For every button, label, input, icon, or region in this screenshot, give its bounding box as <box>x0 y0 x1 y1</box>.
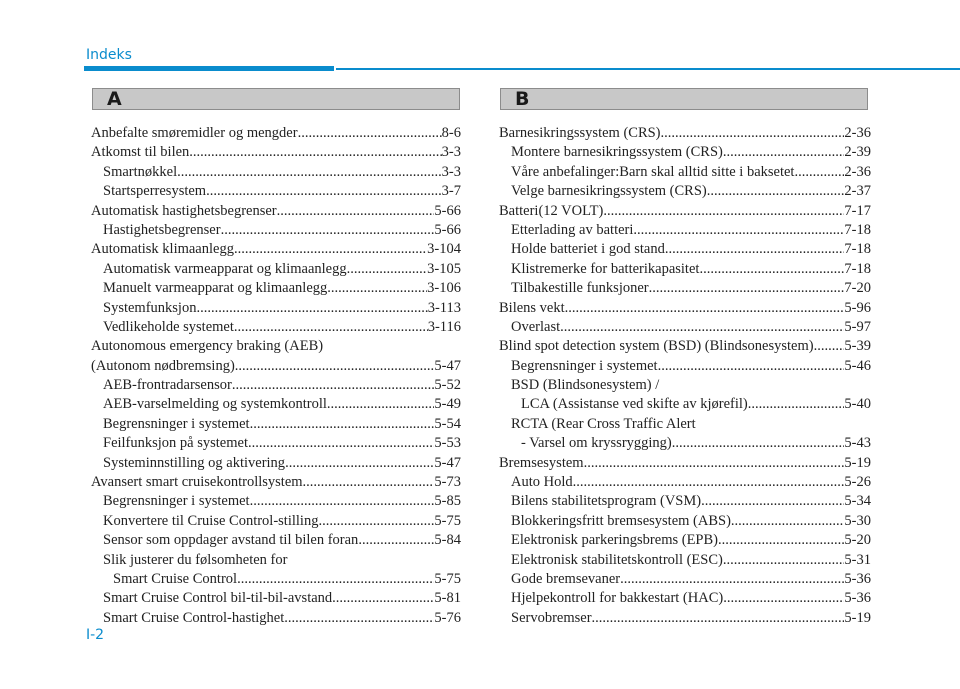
index-subentry: Elektronisk stabilitetskontroll (ESC) ..... 5-31 <box>499 551 871 570</box>
index-header-title: Indeks <box>86 47 132 63</box>
index-subentry: Smartnøkkel ..... 3-3 <box>91 163 461 182</box>
header-rule-thick <box>84 66 334 71</box>
index-subentry: Begrensninger i systemet ..... 5-54 <box>91 415 461 434</box>
index-subentry: Våre anbefalinger:Barn skal alltid sitte i baksetet ..... 2-36 <box>499 163 871 182</box>
index-subentry: Smart Cruise Control ..... 5-75 <box>91 570 461 589</box>
index-subentry: Elektronisk parkeringsbrems (EPB) ..... 5-20 <box>499 531 871 550</box>
index-subentry: Manuelt varmeapparat og klimaanlegg ..... 3-106 <box>91 279 461 298</box>
index-subentry: Blokkeringsfritt bremsesystem (ABS) ..... 5-30 <box>499 512 871 531</box>
index-entry: Blind spot detection system (BSD) (Blindsonesystem) ..... 5-39 <box>499 337 871 356</box>
index-subentry: Gode bremsevaner ..... 5-36 <box>499 570 871 589</box>
index-subentry: Servobremser ..... 5-19 <box>499 609 871 628</box>
index-entry-heading: Autonomous emergency braking (AEB) <box>91 338 324 355</box>
index-entry: (Autonom nødbremsing) ..... 5-47 <box>91 357 461 376</box>
index-entry: Bilens vekt ..... 5-96 <box>499 299 871 318</box>
index-subentry: LCA (Assistanse ved skifte av kjørefil) ..... 5-40 <box>499 395 871 414</box>
index-subentry: Begrensninger i systemet ..... 5-46 <box>499 357 871 376</box>
header-rule-thin <box>336 68 960 70</box>
index-subentry: Overlast ..... 5-97 <box>499 318 871 337</box>
index-subentry: Feilfunksjon på systemet ..... 5-53 <box>91 434 461 453</box>
index-subentry: Velge barnesikringssystem (CRS) ..... 2-37 <box>499 182 871 201</box>
section-letter-a: A <box>107 88 122 110</box>
index-subentry: Automatisk varmeapparat og klimaanlegg ..... 3-105 <box>91 260 461 279</box>
index-entry: Batteri(12 VOLT) ..... 7-17 <box>499 202 871 221</box>
index-subentry: Begrensninger i systemet ..... 5-85 <box>91 492 461 511</box>
index-subentry: Tilbakestille funksjoner ..... 7-20 <box>499 279 871 298</box>
section-letter-bar-a <box>92 88 460 110</box>
index-subentry: Etterlading av batteri ..... 7-18 <box>499 221 871 240</box>
index-column-a <box>91 124 461 628</box>
section-letter-b: B <box>515 88 530 110</box>
index-subentry: Montere barnesikringssystem (CRS) ..... 2-39 <box>499 143 871 162</box>
index-subentry: Vedlikeholde systemet ..... 3-116 <box>91 318 461 337</box>
index-subentry: Sensor som oppdager avstand til bilen foran ..... 5-84 <box>91 531 461 550</box>
index-subentry: AEB-frontradarsensor ..... 5-52 <box>91 376 461 395</box>
index-entry: Bremsesystem ..... 5-19 <box>499 454 871 473</box>
index-entry: Avansert smart cruisekontrollsystem ..... 5-73 <box>91 473 461 492</box>
index-entry: Anbefalte smøremidler og mengder ..... 8-6 <box>91 124 461 143</box>
index-subentry: Smart Cruise Control bil-til-bil-avstand ..... 5-81 <box>91 589 461 608</box>
index-column-b <box>499 124 871 628</box>
index-subentry: Systemfunksjon ..... 3-113 <box>91 299 461 318</box>
index-subentry: AEB-varselmelding og systemkontroll ..... 5-49 <box>91 395 461 414</box>
index-entry: Barnesikringssystem (CRS) ..... 2-36 <box>499 124 871 143</box>
index-entry: Atkomst til bilen ..... 3-3 <box>91 143 461 162</box>
index-entry: Automatisk hastighetsbegrenser ..... 5-66 <box>91 202 461 221</box>
section-letter-bar-b <box>500 88 868 110</box>
index-subentry: Startsperresystem ..... 3-7 <box>91 182 461 201</box>
index-subentry: Klistremerke for batterikapasitet ..... 7-18 <box>499 260 871 279</box>
index-subentry: - Varsel om kryssrygging) ..... 5-43 <box>499 434 871 453</box>
index-subentry: Auto Hold ..... 5-26 <box>499 473 871 492</box>
index-entry: Automatisk klimaanlegg ..... 3-104 <box>91 240 461 259</box>
index-subentry-heading: Slik justerer du følsomheten for <box>103 551 288 568</box>
index-subentry-heading: RCTA (Rear Cross Traffic Alert <box>511 415 696 432</box>
index-subentry: Smart Cruise Control-hastighet ..... 5-76 <box>91 609 461 628</box>
index-subentry: Hastighetsbegrenser ..... 5-66 <box>91 221 461 240</box>
index-subentry-heading: BSD (Blindsonesystem) / <box>511 377 660 394</box>
index-subentry: Konvertere til Cruise Control-stilling ..... 5-75 <box>91 512 461 531</box>
index-subentry: Holde batteriet i god stand ..... 7-18 <box>499 240 871 259</box>
page-number: I-2 <box>86 627 105 643</box>
index-subentry: Systeminnstilling og aktivering ..... 5-47 <box>91 454 461 473</box>
index-subentry: Bilens stabilitetsprogram (VSM) ..... 5-34 <box>499 492 871 511</box>
index-subentry: Hjelpekontroll for bakkestart (HAC) ..... 5-36 <box>499 589 871 608</box>
